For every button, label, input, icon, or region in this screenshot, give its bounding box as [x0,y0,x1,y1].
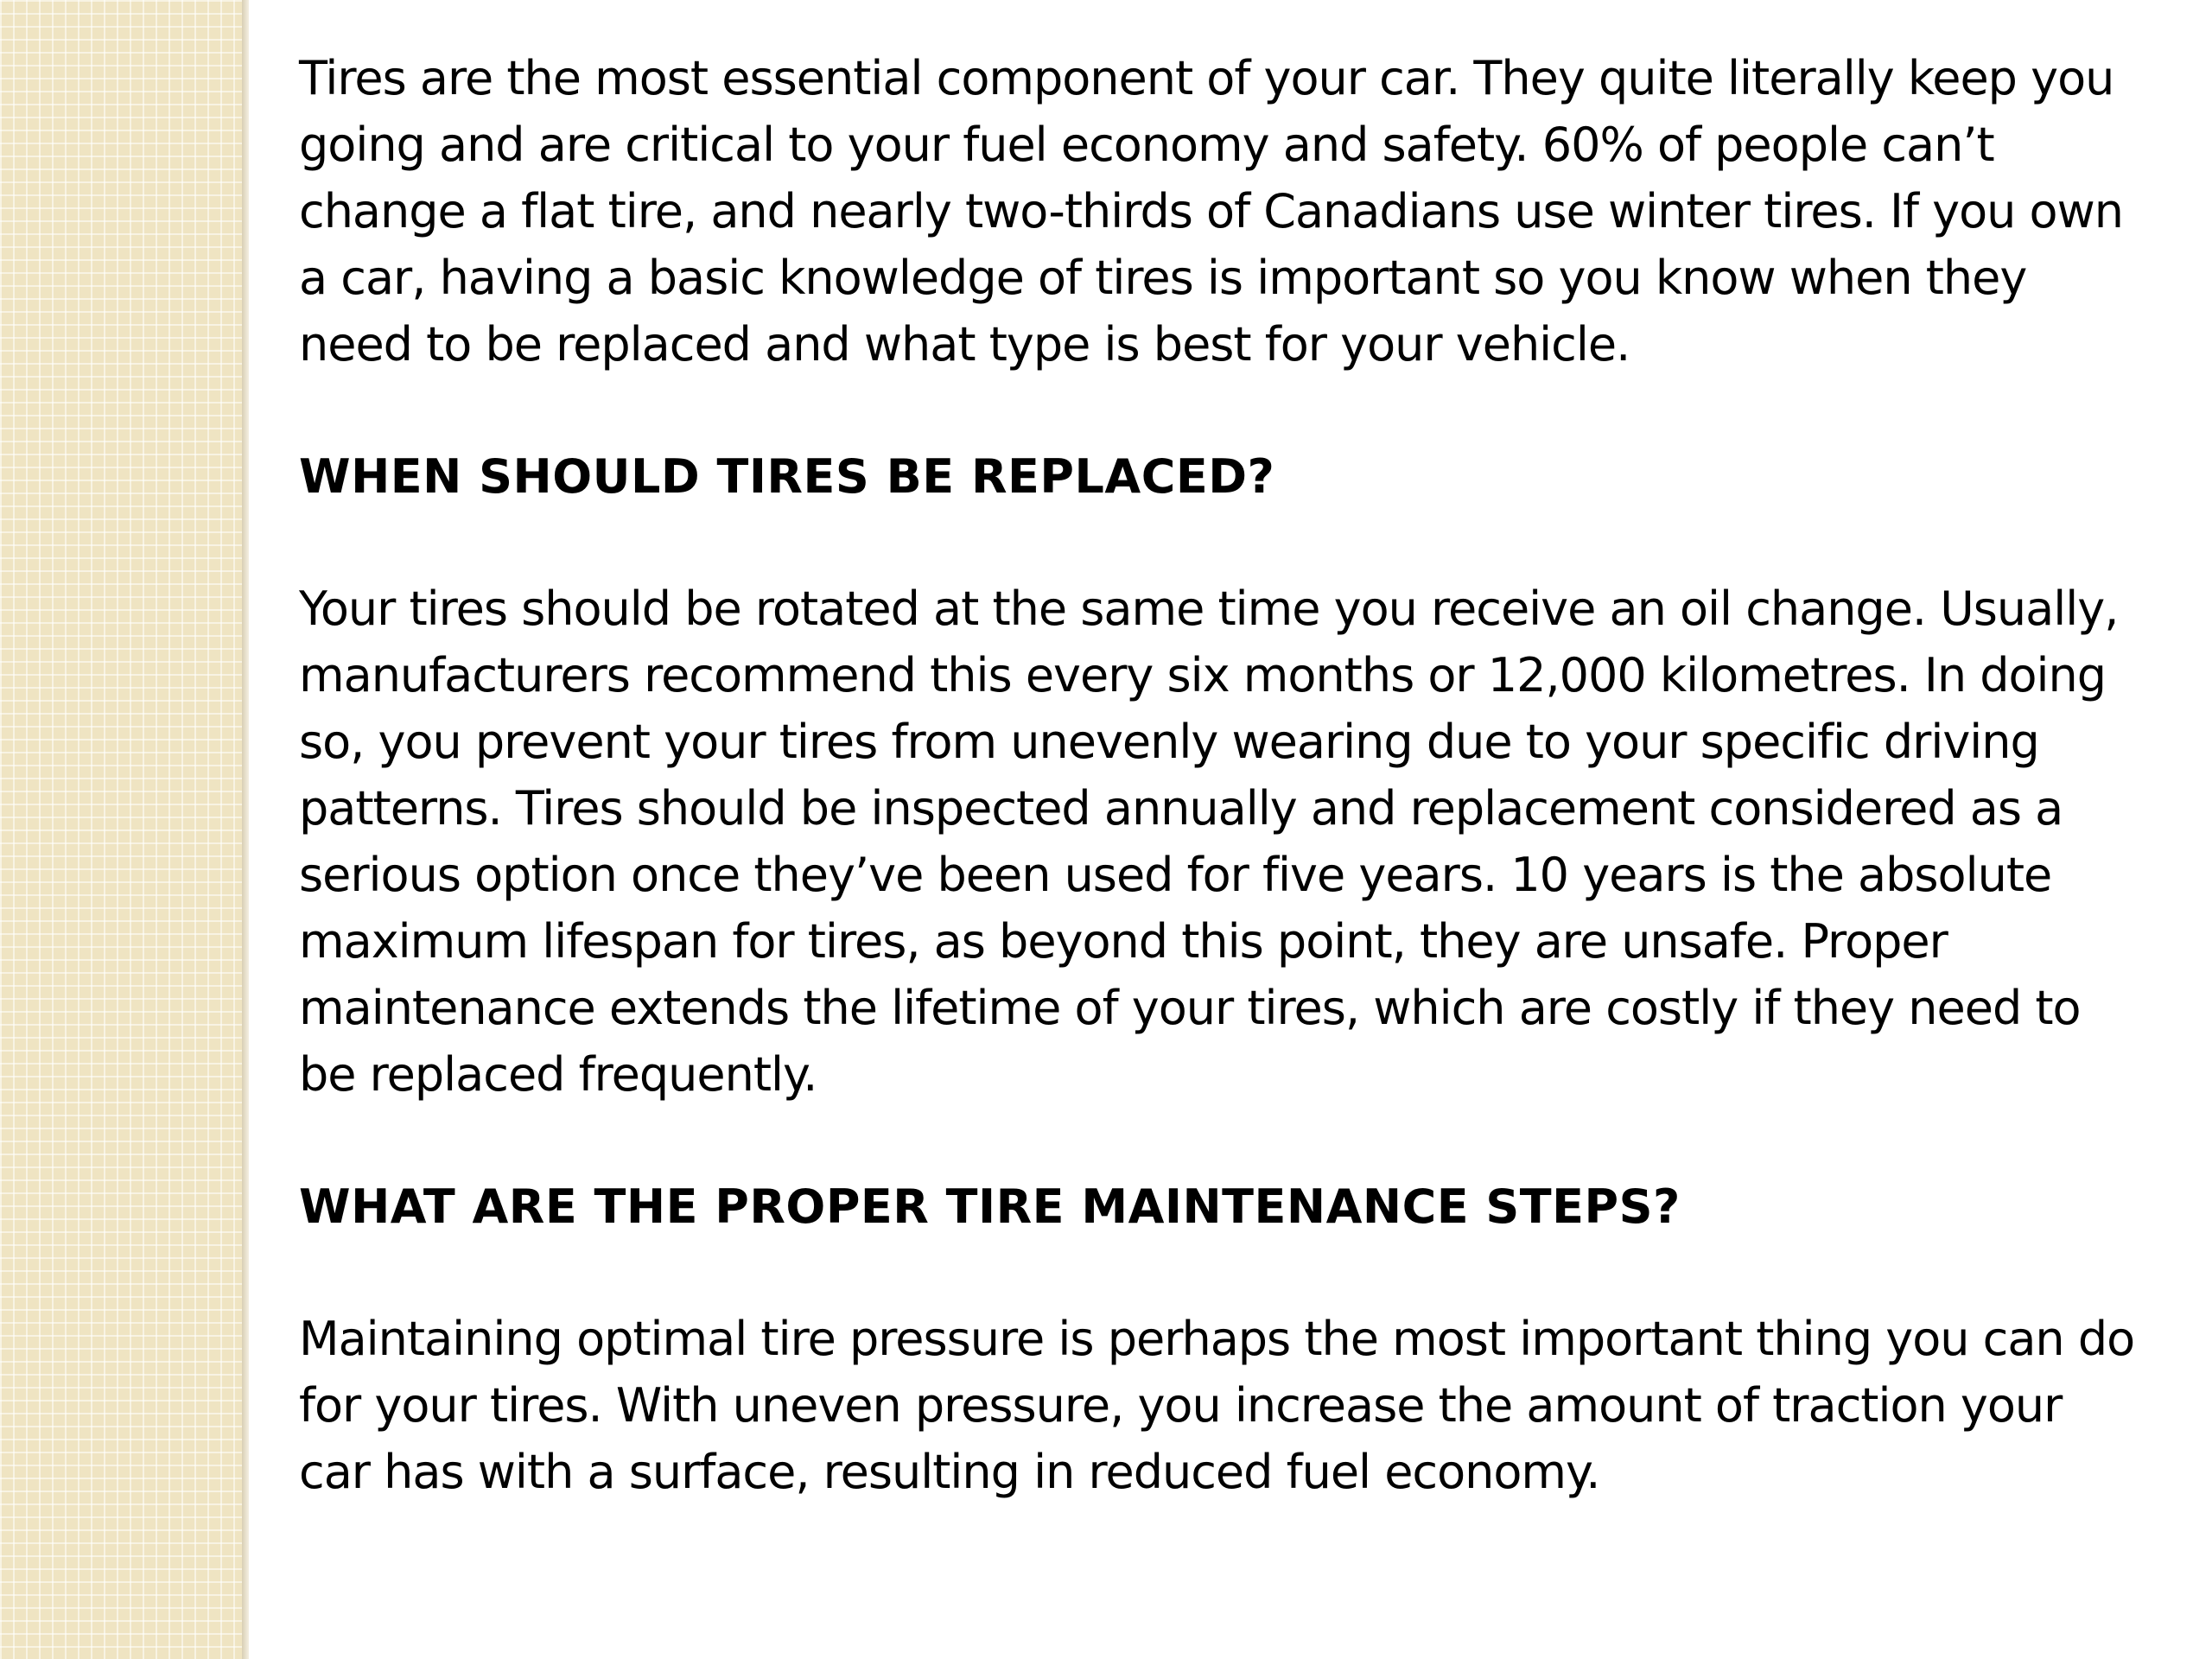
section-heading-maintenance: WHAT ARE THE PROPER TIRE MAINTENANCE STEPS? [299,1179,1681,1234]
sidebar-divider [242,0,249,1659]
intro-paragraph: Tires are the most essential component of your car. They quite literally keep you going and are critical to your fuel economy and safety. 60% of people can’t change a flat tire, and nearly two-thirds of Canadians use winter tires. If you own a car, having a basic knowledge of tires is important so you know when they need to be replaced and what type is best for your vehicle. [299,51,2123,372]
maintenance-paragraph: Maintaining optimal tire pressure is perhaps the most important thing you can do for your tires. With uneven pressure, you increase the amount of traction your car has with a surface, resulting in reduced fuel economy. [299,1312,2135,1499]
section-heading-replacement: WHEN SHOULD TIRES BE REPLACED? [299,449,1275,504]
decorative-sidebar [0,0,242,1659]
replacement-paragraph: Your tires should be rotated at the same time you receive an oil change. Usually, manufacturers recommend this every six months or 12,000 kilometres. In doing so, you prevent your tires from unevenly wearing due to your specific driving patterns. Tires should be inspected annually and replacement considered as a serious option once they’ve been used for five years. 10 years is the absolute maximum lifespan for tires, as beyond this point, they are unsafe. Proper maintenance extends the lifetime of your tires, which are costly if they need to be replaced frequently. [299,582,2119,1102]
document-body [299,45,2139,1505]
